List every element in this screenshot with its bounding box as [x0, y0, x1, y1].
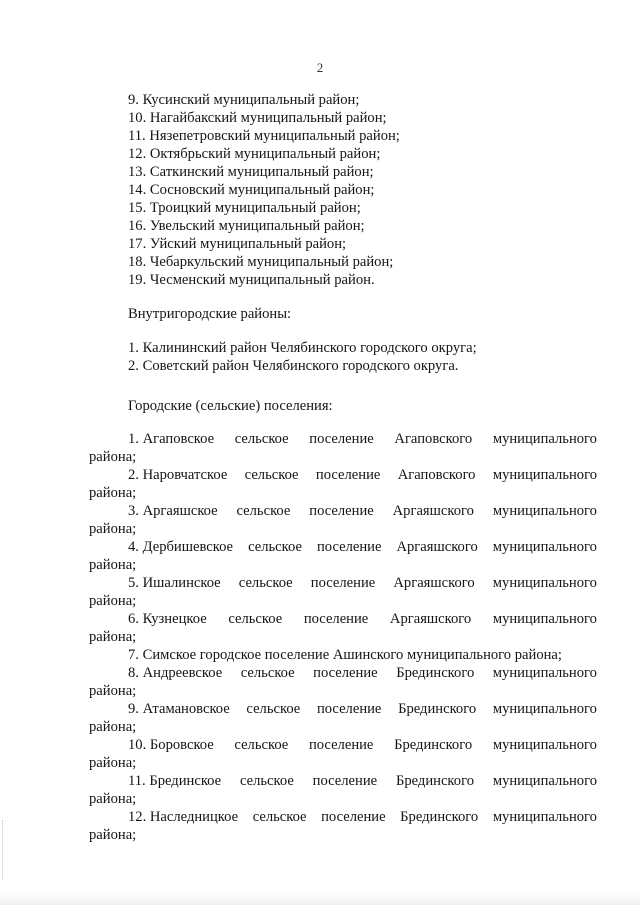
municipal-district-item: 16. Увельский муниципальный район; — [128, 218, 365, 234]
settlement-word: муниципального — [492, 575, 597, 591]
municipal-districts-list — [128, 91, 400, 289]
settlement-item — [89, 736, 597, 772]
settlement-word: поселение — [321, 809, 386, 825]
settlement-word: поселение — [309, 503, 374, 519]
settlement-first-line — [89, 466, 597, 484]
settlement-word: Аргаяшского — [389, 611, 472, 627]
settlement-continuation: района; — [89, 449, 137, 465]
settlement-word: 11. Брединское — [128, 773, 222, 789]
settlement-continuation: района; — [89, 719, 137, 735]
settlement-continuation: района; — [89, 557, 137, 573]
settlement-continuation: района; — [89, 593, 137, 609]
settlement-first-line — [89, 808, 597, 826]
settlement-first-line — [89, 700, 597, 718]
settlement-item — [89, 538, 597, 574]
settlement-item — [89, 466, 597, 502]
settlement-continuation: района; — [89, 521, 137, 537]
settlement-word: муниципального — [492, 503, 597, 519]
settlement-word: поселение — [303, 611, 369, 627]
settlement-word: Агаповского — [397, 467, 476, 483]
settlement-word: Брединского — [394, 737, 473, 753]
settlement-word: Брединского — [398, 701, 477, 717]
settlement-word: 10. Боровское — [128, 737, 214, 753]
settlement-continuation: района; — [89, 683, 137, 699]
settlement-first-line — [89, 430, 597, 448]
settlement-item — [89, 772, 597, 808]
municipal-district-item: 9. Кусинский муниципальный район; — [128, 92, 360, 108]
settlement-word: сельское — [246, 701, 301, 717]
page-bottom-edge — [0, 893, 640, 905]
settlement-continuation: района; — [89, 629, 137, 645]
settlement-word: Брединского — [395, 773, 475, 789]
settlement-first-line — [89, 502, 597, 520]
settlement-word: 9. Атамановское — [128, 701, 230, 717]
settlement-word: сельское — [248, 539, 302, 555]
settlement-word: Аргаяшского — [396, 539, 478, 555]
settlement-word: поселение — [312, 773, 378, 789]
settlement-word: 4. Дербишевское — [128, 539, 234, 555]
settlement-first-line — [89, 610, 597, 628]
settlement-word: сельское — [234, 737, 289, 753]
settlement-word: муниципального — [492, 773, 597, 789]
settlements-list — [89, 430, 597, 844]
settlement-word: сельское — [234, 431, 289, 447]
settlement-word: муниципального — [492, 611, 597, 627]
settlement-word: сельское — [252, 809, 307, 825]
settlement-word: муниципального — [492, 701, 597, 717]
settlement-continuation: района; — [89, 755, 137, 771]
settlement-word: поселение — [315, 467, 381, 483]
settlement-item — [89, 502, 597, 538]
settlement-word: поселение — [308, 737, 374, 753]
municipal-district-item: 12. Октябрьский муниципальный район; — [128, 146, 381, 162]
municipal-district-item: 18. Чебаркульский муниципальный район; — [128, 254, 394, 270]
settlement-word: сельское — [239, 773, 294, 789]
settlement-word: Брединского — [400, 809, 479, 825]
settlement-word: Аргаяшского — [393, 575, 475, 591]
settlement-word: сельское — [238, 575, 293, 591]
settlement-word: муниципального — [492, 665, 597, 681]
settlement-word: 6. Кузнецкое — [128, 611, 207, 627]
settlement-item — [89, 430, 597, 466]
settlement-word: муниципального — [492, 737, 597, 753]
settlement-word: Агаповского — [394, 431, 473, 447]
settlement-word: 5. Ишалинское — [128, 575, 221, 591]
urban-districts-list — [128, 339, 477, 375]
settlement-word: Аргаяшского — [392, 503, 474, 519]
municipal-district-item: 11. Нязепетровский муниципальный район; — [128, 128, 400, 144]
settlement-item — [89, 664, 597, 700]
settlement-first-line — [89, 736, 597, 754]
scan-artifact — [2, 820, 4, 880]
settlement-word: сельское — [240, 665, 295, 681]
municipal-district-item: 15. Троицкий муниципальный район; — [128, 200, 361, 216]
settlement-word: 1. Агаповское — [128, 431, 215, 447]
municipal-district-item: 19. Чесменский муниципальный район. — [128, 272, 375, 288]
settlement-word: поселение — [316, 539, 382, 555]
municipal-district-item: 13. Саткинский муниципальный район; — [128, 164, 374, 180]
settlement-word: поселение — [310, 575, 376, 591]
settlement-word: 8. Андреевское — [128, 665, 223, 681]
settlement-word: сельское — [244, 467, 299, 483]
settlement-continuation: района; — [89, 791, 137, 807]
settlement-word: муниципального — [492, 809, 597, 825]
settlement-item — [89, 646, 597, 664]
settlements-heading: Городские (сельские) поселения: — [128, 398, 333, 414]
settlement-word: муниципального — [492, 467, 597, 483]
settlement-first-line — [89, 538, 597, 556]
settlement-first-line — [89, 772, 597, 790]
settlement-word: 12. Наследницкое — [128, 809, 239, 825]
settlement-word: сельское — [236, 503, 291, 519]
settlement-first-line — [89, 664, 597, 682]
settlement-item — [89, 700, 597, 736]
settlement-item — [89, 808, 597, 844]
settlement-word: муниципального — [492, 539, 597, 555]
settlement-word: 2. Наровчатское — [128, 467, 228, 483]
urban-district-item: 1. Калининский район Челябинского городского округа; — [128, 340, 477, 356]
settlement-first-line — [89, 646, 597, 664]
settlement-first-line — [89, 574, 597, 592]
settlement-item — [89, 610, 597, 646]
settlement-word: сельское — [228, 611, 283, 627]
settlement-continuation: района; — [89, 485, 137, 501]
settlement-word: поселение — [313, 665, 378, 681]
settlement-word: 3. Аргаяшское — [128, 503, 218, 519]
settlement-word: поселение — [309, 431, 374, 447]
municipal-district-item: 14. Сосновский муниципальный район; — [128, 182, 375, 198]
settlement-continuation: района; — [89, 827, 137, 843]
page-number: 2 — [316, 60, 324, 75]
settlement-item — [89, 574, 597, 610]
settlement-word: 7. Симское городское поселение Ашинского муниципального района; — [128, 647, 562, 663]
municipal-district-item: 10. Нагайбакский муниципальный район; — [128, 110, 387, 126]
settlement-word: муниципального — [492, 431, 597, 447]
urban-districts-heading: Внутригородские районы: — [128, 306, 292, 322]
urban-district-item: 2. Советский район Челябинского городского округа. — [128, 358, 459, 374]
settlement-word: Брединского — [396, 665, 475, 681]
settlement-word: поселение — [316, 701, 382, 717]
municipal-district-item: 17. Уйский муниципальный район; — [128, 236, 347, 252]
